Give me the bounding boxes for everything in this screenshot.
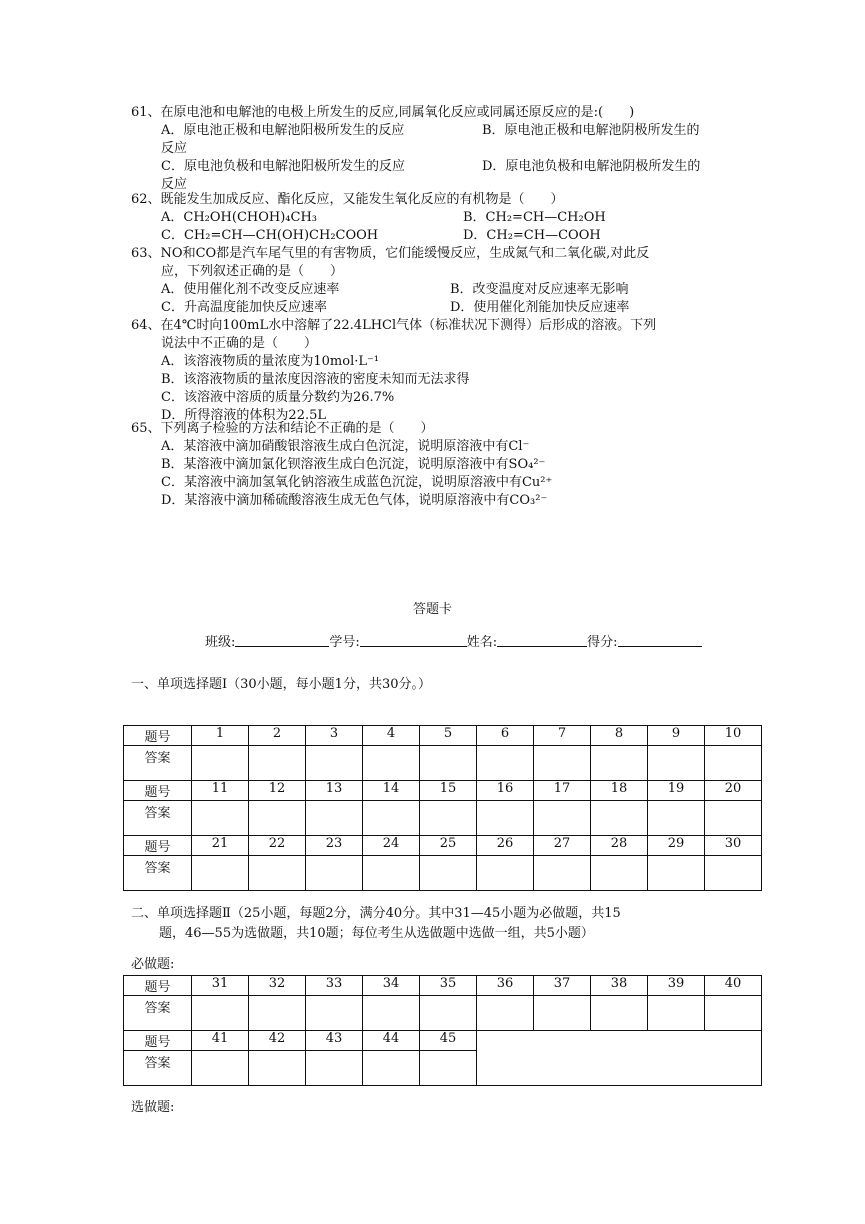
question-number-cell: 35 <box>420 976 477 996</box>
answer-cell[interactable] <box>705 801 762 836</box>
question-number-cell: 10 <box>705 726 762 746</box>
question-number-cell: 18 <box>591 781 648 801</box>
optional-label: 选做题: <box>131 1100 175 1115</box>
option-row <box>131 140 741 158</box>
empty-merged-cell <box>477 1031 762 1086</box>
question-number-cell: 29 <box>648 836 705 856</box>
answer-table-section1 <box>123 725 762 891</box>
section2-heading <box>131 904 621 944</box>
question-number-row <box>124 836 762 856</box>
option-text: A．使用催化剂不改变反应速率 <box>161 282 340 297</box>
answer-cell[interactable] <box>192 996 249 1031</box>
answer-cell[interactable] <box>306 801 363 836</box>
question-number-cell: 33 <box>306 976 363 996</box>
row-label-answer: 答案 <box>124 996 192 1031</box>
answer-cell[interactable] <box>534 746 591 781</box>
option-text: C．升高温度能加快反应速率 <box>161 300 327 315</box>
question-stem: 64、在4℃时向100mL水中溶解了22.4LHCl气体（标准状况下测得）后形成的溶液。下列 <box>131 318 657 333</box>
option-text: D．某溶液中滴加稀硫酸溶液生成无色气体，说明原溶液中有CO₃²⁻ <box>161 493 548 508</box>
answer-cell[interactable] <box>363 996 420 1031</box>
row-label-answer: 答案 <box>124 801 192 836</box>
answer-cell[interactable] <box>306 1051 363 1086</box>
option-text: C．该溶液中溶质的质量分数约为26.7% <box>161 390 395 405</box>
option-text: D．CH₂=CH—COOH <box>463 228 601 243</box>
student-info-fields <box>205 631 702 650</box>
answer-cell[interactable] <box>306 856 363 891</box>
row-label-number: 题号 <box>124 726 192 746</box>
question-number-cell: 22 <box>249 836 306 856</box>
answer-row <box>124 801 762 836</box>
question-number-cell: 5 <box>420 726 477 746</box>
question-number-cell: 26 <box>477 836 534 856</box>
option-text: A．该溶液物质的量浓度为10mol·L⁻¹ <box>161 354 380 369</box>
answer-cell[interactable] <box>306 996 363 1031</box>
answer-card-title: 答题卡 <box>412 602 452 617</box>
option-row <box>131 389 741 407</box>
answer-cell[interactable] <box>363 801 420 836</box>
answer-cell[interactable] <box>591 856 648 891</box>
question-number-cell: 6 <box>477 726 534 746</box>
option-text: C．某溶液中滴加氢氧化钠溶液生成蓝色沉淀，说明原溶液中有Cu²⁺ <box>161 475 553 490</box>
question-number-cell: 32 <box>249 976 306 996</box>
answer-cell[interactable] <box>534 996 591 1031</box>
answer-cell[interactable] <box>591 801 648 836</box>
option-text: A．某溶液中滴加硝酸银溶液生成白色沉淀，说明原溶液中有Cl⁻ <box>161 439 530 454</box>
question-number-cell: 12 <box>249 781 306 801</box>
option-text: B．某溶液中滴加氯化钡溶液生成白色沉淀，说明原溶液中有SO₄²⁻ <box>161 457 546 472</box>
answer-cell[interactable] <box>477 996 534 1031</box>
option-row <box>131 474 741 492</box>
option-text: D．使用催化剂能加快反应速率 <box>450 300 630 315</box>
row-label-number: 题号 <box>124 976 192 996</box>
field-number-input[interactable] <box>360 631 467 647</box>
option-text: C．CH₂=CH—CH(OH)CH₂COOH <box>161 228 379 243</box>
question-number-cell: 45 <box>420 1031 477 1051</box>
question-number-cell: 28 <box>591 836 648 856</box>
question-number-cell: 34 <box>363 976 420 996</box>
option-text: B．CH₂=CH—CH₂OH <box>463 210 606 225</box>
row-label-answer: 答案 <box>124 1051 192 1086</box>
question-number-cell: 20 <box>705 781 762 801</box>
question-number-cell: 30 <box>705 836 762 856</box>
option-row <box>131 299 741 317</box>
answer-cell[interactable] <box>192 856 249 891</box>
answer-cell[interactable] <box>363 856 420 891</box>
field-score-input[interactable] <box>618 631 702 647</box>
required-label: 必做题: <box>131 957 175 972</box>
question-64 <box>131 317 741 425</box>
answer-row <box>124 996 762 1031</box>
question-number-cell: 36 <box>477 976 534 996</box>
option-row <box>131 371 741 389</box>
answer-cell[interactable] <box>249 746 306 781</box>
question-number-cell: 41 <box>192 1031 249 1051</box>
answer-cell[interactable] <box>249 996 306 1031</box>
answer-cell[interactable] <box>420 996 477 1031</box>
option-text: D．原电池负极和电解池阴极所发生的 <box>482 159 701 174</box>
question-number-cell: 11 <box>192 781 249 801</box>
row-label-answer: 答案 <box>124 746 192 781</box>
question-63 <box>131 245 741 317</box>
option-text: B．该溶液物质的量浓度因溶液的密度未知而无法求得 <box>161 372 470 387</box>
option-row <box>131 227 741 245</box>
answer-cell[interactable] <box>705 746 762 781</box>
option-text: A．原电池正极和电解池阳极所发生的反应 <box>161 123 405 138</box>
field-number-label: 学号: <box>329 635 360 650</box>
question-number-cell: 39 <box>648 976 705 996</box>
option-text: B．原电池正极和电解池阴极所发生的 <box>482 123 700 138</box>
question-stem: 应，下列叙述正确的是（ ） <box>161 264 344 279</box>
question-stem: 61、在原电池和电解池的电极上所发生的反应,同属氧化反应或同属还原反应的是:( ) <box>131 105 635 120</box>
option-text: D．所得溶液的体积为22.5L <box>161 408 327 423</box>
option-row <box>131 438 741 456</box>
question-number-cell: 44 <box>363 1031 420 1051</box>
answer-cell[interactable] <box>648 856 705 891</box>
option-text: B．改变温度对反应速率无影响 <box>450 282 629 297</box>
answer-cell[interactable] <box>648 746 705 781</box>
option-row <box>131 158 741 176</box>
question-number-cell: 27 <box>534 836 591 856</box>
option-row <box>131 353 741 371</box>
section2-line-1: 二、单项选择题Ⅱ（25小题，每题2分，满分40分。其中31—45小题为必做题，共15 <box>131 906 621 921</box>
question-number-cell: 4 <box>363 726 420 746</box>
question-number-row <box>124 726 762 746</box>
option-row <box>131 281 741 299</box>
row-label-number: 题号 <box>124 1031 192 1051</box>
question-65 <box>131 420 741 510</box>
question-stem: 说法中不正确的是（ ） <box>161 336 318 351</box>
answer-cell[interactable] <box>306 746 363 781</box>
question-number-cell: 31 <box>192 976 249 996</box>
question-stem: 62、既能发生加成反应、酯化反应，又能发生氧化反应的有机物是（ ） <box>131 192 564 207</box>
question-number-cell: 37 <box>534 976 591 996</box>
answer-cell[interactable] <box>477 746 534 781</box>
question-61 <box>131 104 741 194</box>
field-name-label: 姓名: <box>466 635 498 650</box>
question-number-cell: 43 <box>306 1031 363 1051</box>
question-number-cell: 9 <box>648 726 705 746</box>
field-score-label: 得分: <box>587 635 618 650</box>
answer-cell[interactable] <box>420 856 477 891</box>
section1-heading: 一、单项选择题Ⅰ（30小题，每小题1分，共30分。） <box>131 677 431 692</box>
question-number-row <box>124 976 762 996</box>
option-text: C．原电池负极和电解池阳极所发生的反应 <box>161 159 405 174</box>
question-number-cell: 25 <box>420 836 477 856</box>
answer-cell[interactable] <box>477 856 534 891</box>
question-number-cell: 40 <box>705 976 762 996</box>
option-row <box>131 209 741 227</box>
answer-row <box>124 746 762 781</box>
answer-cell[interactable] <box>249 1051 306 1086</box>
section2-line-2: 题，46—55为选做题，共10题；每位考生从选做题中选做一组，共5小题） <box>159 926 594 941</box>
question-number-cell: 15 <box>420 781 477 801</box>
answer-cell[interactable] <box>192 801 249 836</box>
question-number-cell: 23 <box>306 836 363 856</box>
answer-cell[interactable] <box>420 1051 477 1086</box>
question-number-cell: 21 <box>192 836 249 856</box>
question-number-cell: 19 <box>648 781 705 801</box>
answer-cell[interactable] <box>534 801 591 836</box>
answer-cell[interactable] <box>192 746 249 781</box>
option-row <box>131 122 741 140</box>
question-number-cell: 13 <box>306 781 363 801</box>
option-row <box>131 492 741 510</box>
question-number-row <box>124 1031 762 1051</box>
question-number-cell: 3 <box>306 726 363 746</box>
question-stem: 63、NO和CO都是汽车尾气里的有害物质，它们能缓慢反应，生成氮气和二氧化碳,对此反 <box>131 246 650 261</box>
question-number-cell: 16 <box>477 781 534 801</box>
answer-cell[interactable] <box>477 801 534 836</box>
answer-cell[interactable] <box>420 801 477 836</box>
option-text: A．CH₂OH(CHOH)₄CH₃ <box>161 210 318 225</box>
answer-cell[interactable] <box>705 856 762 891</box>
question-number-cell: 24 <box>363 836 420 856</box>
question-number-row <box>124 781 762 801</box>
question-stem: 65、下列离子检验的方法和结论不正确的是（ ） <box>131 421 434 436</box>
field-class-label: 班级: <box>205 635 236 650</box>
question-62 <box>131 191 741 245</box>
option-text: 反应 <box>161 177 188 192</box>
answer-cell[interactable] <box>363 1051 420 1086</box>
answer-table-section2 <box>123 975 762 1086</box>
row-label-number: 题号 <box>124 836 192 856</box>
answer-cell[interactable] <box>249 856 306 891</box>
answer-row <box>124 856 762 891</box>
answer-cell[interactable] <box>591 746 648 781</box>
field-class-input[interactable] <box>235 631 329 647</box>
question-number-cell: 2 <box>249 726 306 746</box>
option-row <box>131 456 741 474</box>
answer-cell[interactable] <box>591 996 648 1031</box>
answer-cell[interactable] <box>363 746 420 781</box>
question-number-cell: 38 <box>591 976 648 996</box>
question-number-cell: 8 <box>591 726 648 746</box>
question-number-cell: 7 <box>534 726 591 746</box>
answer-cell[interactable] <box>249 801 306 836</box>
answer-cell[interactable] <box>534 856 591 891</box>
question-number-cell: 42 <box>249 1031 306 1051</box>
answer-cell[interactable] <box>192 1051 249 1086</box>
answer-cell[interactable] <box>648 996 705 1031</box>
answer-cell[interactable] <box>420 746 477 781</box>
answer-cell[interactable] <box>648 801 705 836</box>
question-number-cell: 1 <box>192 726 249 746</box>
row-label-answer: 答案 <box>124 856 192 891</box>
option-text: 反应 <box>161 141 188 156</box>
answer-cell[interactable] <box>705 996 762 1031</box>
row-label-number: 题号 <box>124 781 192 801</box>
question-number-cell: 14 <box>363 781 420 801</box>
field-name-input[interactable] <box>497 631 587 647</box>
question-number-cell: 17 <box>534 781 591 801</box>
